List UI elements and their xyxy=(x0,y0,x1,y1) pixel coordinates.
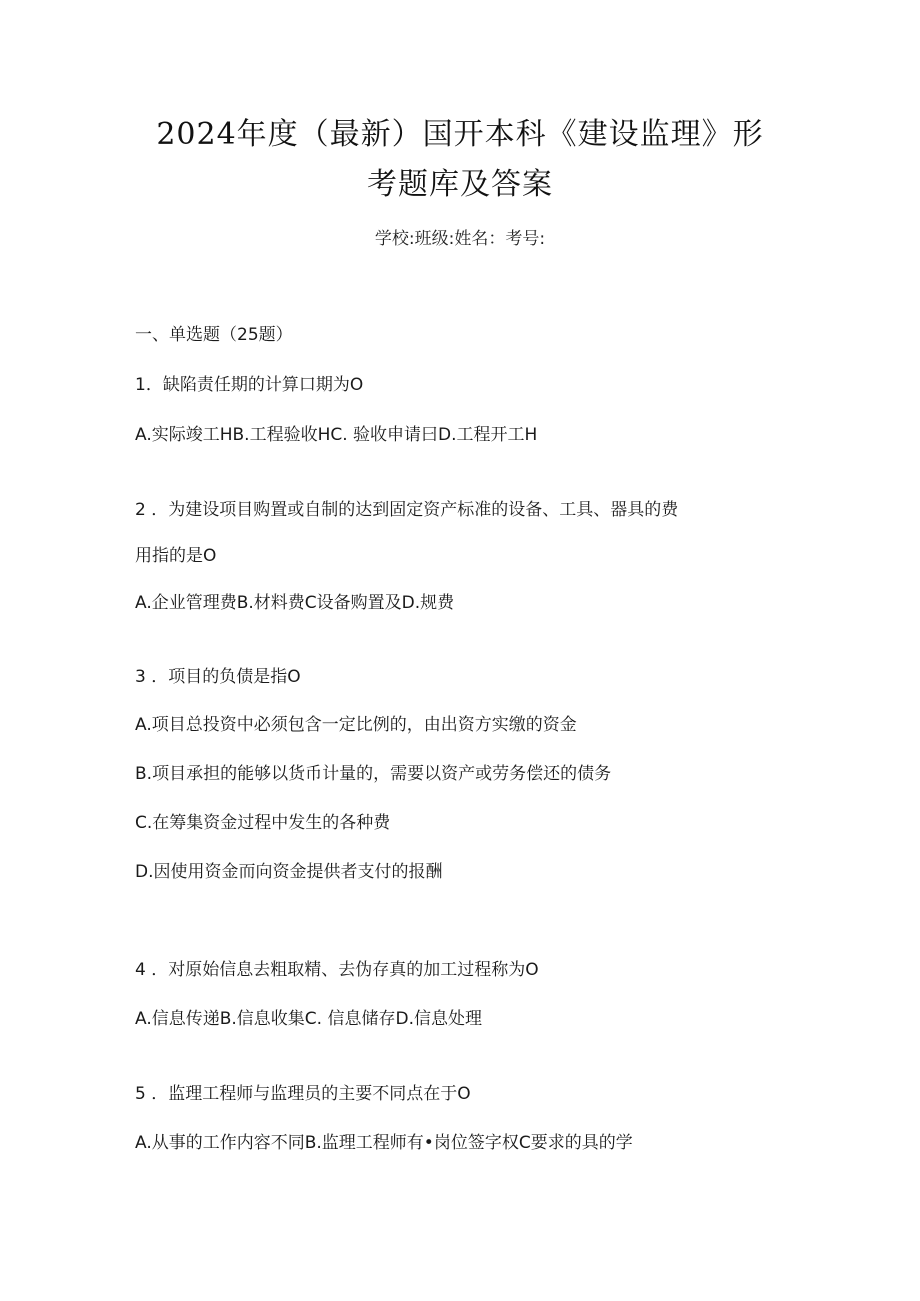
document-title-line-2: 考题库及答案 xyxy=(367,167,553,202)
document-title-line-1: 2024年度（最新）国开本科《建设监理》形 xyxy=(156,117,764,152)
question-1-options: A.实际竣工HB.工程验收HC. 验收申请曰D.工程开工H xyxy=(135,425,538,445)
question-3-option-a: A.项目总投资中必须包含一定比例的，由出资方实缴的资金 xyxy=(135,715,577,735)
question-3-option-d: D.因使用资金而向资金提供者支付的报酬 xyxy=(135,862,443,882)
student-info-line: 学校:班级:姓名：考号: xyxy=(374,229,546,249)
section-heading: 一、单选题（25题） xyxy=(135,325,293,345)
question-2-stem-line-1: 2 ．为建设项目购置或自制的达到固定资产标准的设备、工具、器具的费 xyxy=(135,500,679,520)
question-3-option-b: B.项目承担的能够以货币计量的，需要以资产或劳务偿还的债务 xyxy=(135,764,612,784)
question-4-options: A.信息传递B.信息收集C. 信息储存D.信息处理 xyxy=(135,1009,482,1029)
question-5-stem: 5 ．监理工程师与监理员的主要不同点在于O xyxy=(135,1084,471,1104)
question-1-stem: 1．缺陷责任期的计算口期为O xyxy=(135,375,364,395)
question-3-stem: 3 ．项目的负债是指O xyxy=(135,667,301,687)
question-4-stem: 4 ．对原始信息去粗取精、去伪存真的加工过程称为O xyxy=(135,960,539,980)
question-3-option-c: C.在筹集资金过程中发生的各种费 xyxy=(135,813,391,833)
question-2-options: A.企业管理费B.材料费C设备购置及D.规费 xyxy=(135,593,455,613)
question-5-options: A.从事的工作内容不同B.监理工程师有•岗位签字权C要求的具的学 xyxy=(135,1133,633,1153)
question-2-stem-line-2: 用指的是O xyxy=(135,546,217,566)
